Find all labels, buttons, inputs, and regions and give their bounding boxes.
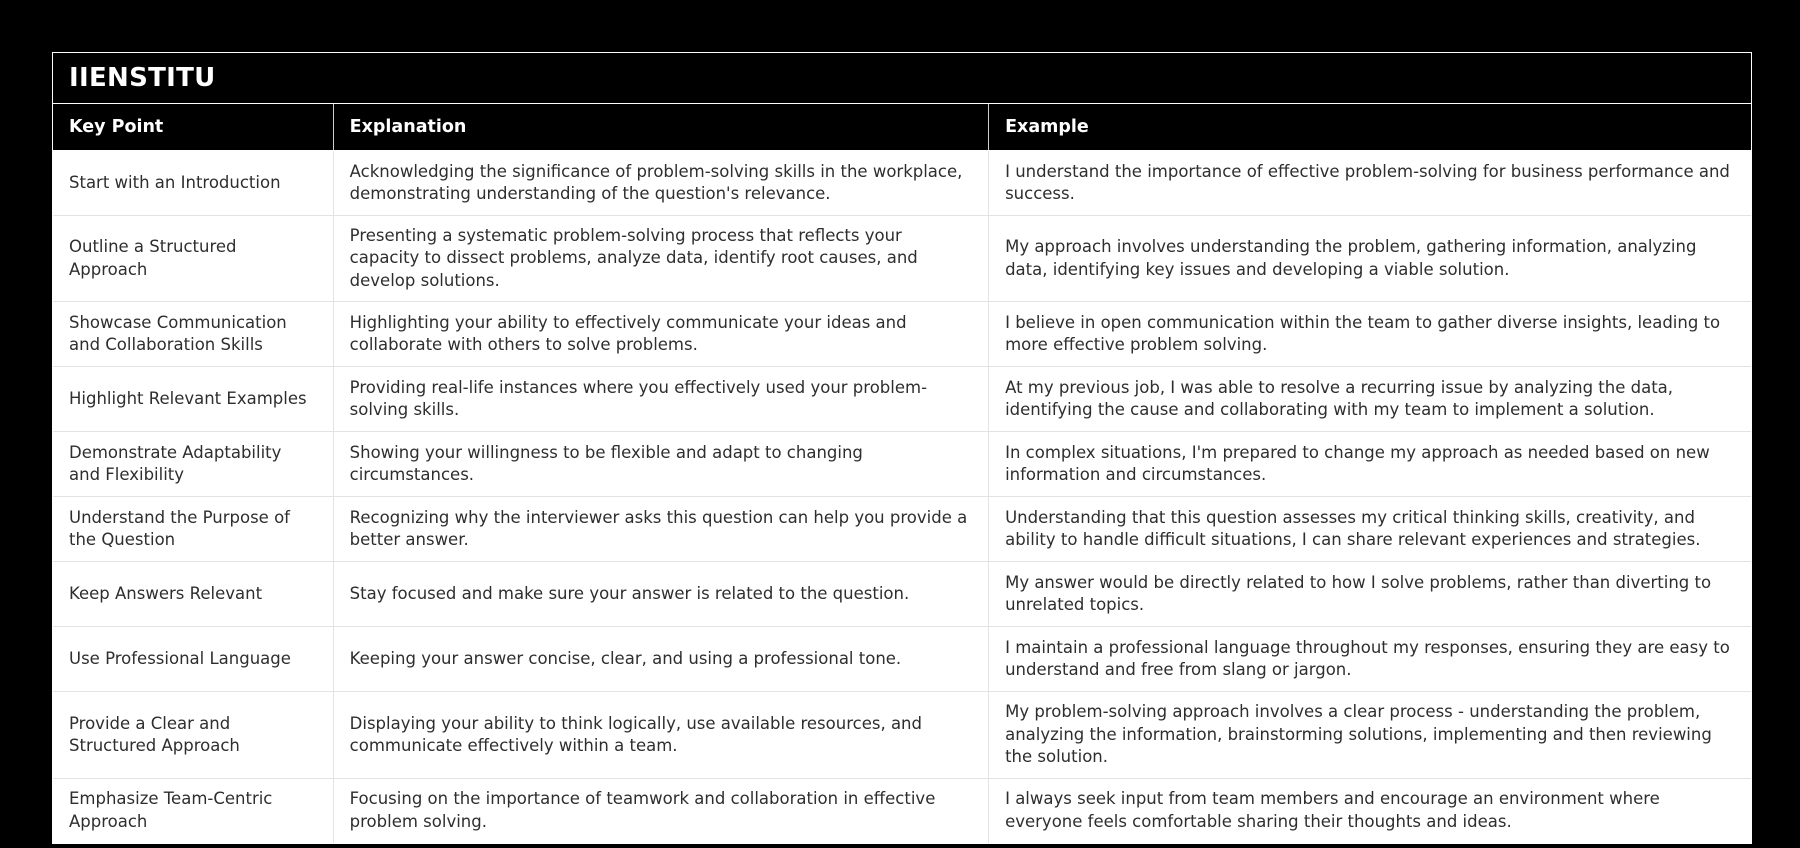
cell-explanation: Presenting a systematic problem-solving process that reflects your capacity to dissect problems, analyze data, identify root causes, and develop solutions. xyxy=(333,216,988,302)
cell-explanation: Acknowledging the significance of problem-solving skills in the workplace, demonstrating understanding of the question's relevance. xyxy=(333,151,988,216)
column-header: Explanation xyxy=(333,104,988,151)
cell-key-point: Start with an Introduction xyxy=(53,151,333,216)
table-row xyxy=(53,778,1751,843)
cell-example: I maintain a professional language throughout my responses, ensuring they are easy to understand and free from slang or jargon. xyxy=(989,627,1751,692)
table-row xyxy=(53,151,1751,216)
table-row xyxy=(53,432,1751,497)
cell-key-point: Provide a Clear and Structured Approach xyxy=(53,692,333,778)
key-points-table xyxy=(53,104,1751,843)
table-header xyxy=(53,104,1751,151)
cell-explanation: Stay focused and make sure your answer is related to the question. xyxy=(333,562,988,627)
header-row xyxy=(53,104,1751,151)
brand-title: IIENSTITU xyxy=(69,63,216,93)
table-row xyxy=(53,302,1751,367)
cell-example: I always seek input from team members and encourage an environment where everyone feels comfortable sharing their thoughts and ideas. xyxy=(989,778,1751,843)
cell-explanation: Providing real-life instances where you effectively used your problem-solving skills. xyxy=(333,367,988,432)
cell-example: At my previous job, I was able to resolve a recurring issue by analyzing the data, identifying the cause and collaborating with my team to implement a solution. xyxy=(989,367,1751,432)
cell-explanation: Keeping your answer concise, clear, and using a professional tone. xyxy=(333,627,988,692)
cell-example: My answer would be directly related to how I solve problems, rather than diverting to unrelated topics. xyxy=(989,562,1751,627)
cell-explanation: Recognizing why the interviewer asks this question can help you provide a better answer. xyxy=(333,497,988,562)
cell-key-point: Demonstrate Adaptability and Flexibility xyxy=(53,432,333,497)
cell-key-point: Emphasize Team-Centric Approach xyxy=(53,778,333,843)
table-row xyxy=(53,367,1751,432)
cell-example: In complex situations, I'm prepared to change my approach as needed based on new information and circumstances. xyxy=(989,432,1751,497)
table-row xyxy=(53,562,1751,627)
cell-explanation: Showing your willingness to be flexible and adapt to changing circumstances. xyxy=(333,432,988,497)
cell-key-point: Highlight Relevant Examples xyxy=(53,367,333,432)
table-body xyxy=(53,151,1751,843)
cell-example: I believe in open communication within the team to gather diverse insights, leading to more effective problem solving. xyxy=(989,302,1751,367)
cell-key-point: Use Professional Language xyxy=(53,627,333,692)
cell-explanation: Focusing on the importance of teamwork and collaboration in effective problem solving. xyxy=(333,778,988,843)
table-row xyxy=(53,497,1751,562)
cell-key-point: Outline a Structured Approach xyxy=(53,216,333,302)
cell-example: I understand the importance of effective problem-solving for business performance and success. xyxy=(989,151,1751,216)
table-row xyxy=(53,216,1751,302)
cell-example: My approach involves understanding the problem, gathering information, analyzing data, identifying key issues and developing a viable solution. xyxy=(989,216,1751,302)
column-header: Example xyxy=(989,104,1751,151)
cell-key-point: Understand the Purpose of the Question xyxy=(53,497,333,562)
cell-explanation: Highlighting your ability to effectively communicate your ideas and collaborate with others to solve problems. xyxy=(333,302,988,367)
table-row xyxy=(53,627,1751,692)
cell-example: Understanding that this question assesses my critical thinking skills, creativity, and ability to handle difficult situations, I can share relevant experiences and strategies. xyxy=(989,497,1751,562)
table-row xyxy=(53,692,1751,778)
title-bar xyxy=(53,53,1751,104)
content-card xyxy=(52,52,1752,844)
column-header: Key Point xyxy=(53,104,333,151)
cell-key-point: Showcase Communication and Collaboration Skills xyxy=(53,302,333,367)
cell-example: My problem-solving approach involves a clear process - understanding the problem, analyzing the information, brainstorming solutions, implementing and then reviewing the solution. xyxy=(989,692,1751,778)
cell-key-point: Keep Answers Relevant xyxy=(53,562,333,627)
cell-explanation: Displaying your ability to think logically, use available resources, and communicate effectively within a team. xyxy=(333,692,988,778)
